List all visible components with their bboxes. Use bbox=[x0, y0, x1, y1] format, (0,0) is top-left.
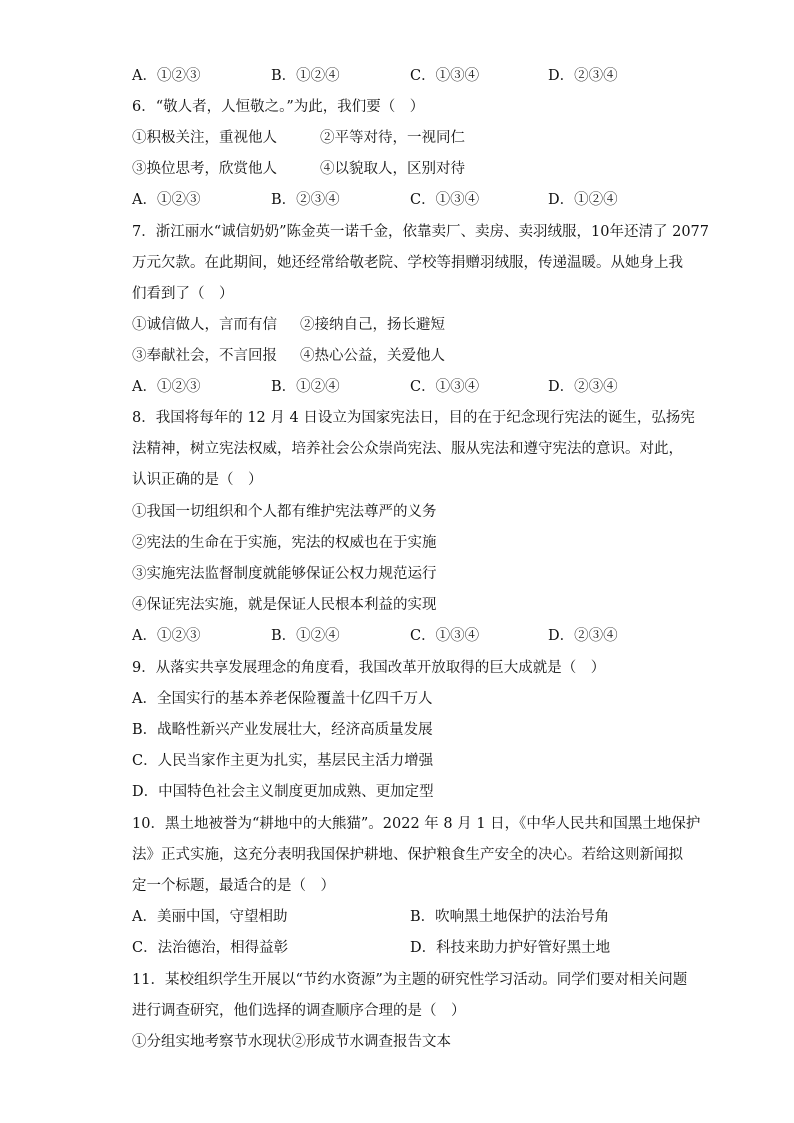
q7-item-3: ③奉献社会，不言回报 bbox=[132, 348, 277, 364]
q10-option-b[interactable]: B．吹响黑土地保护的法治号角 bbox=[410, 909, 610, 925]
q11-stem-line-2: 进行调查研究，他们选择的调查顺序合理的是（ ） bbox=[132, 1003, 466, 1019]
q10-option-a[interactable]: A．美丽中国，守望相助 bbox=[132, 909, 288, 925]
q8-item-2: ②宪法的生命在于实施，宪法的权威也在于实施 bbox=[132, 535, 437, 551]
q8-stem-line-1: 8．我国将每年的 12 月 4 日设立为国家宪法日，目的在于纪念现行宪法的诞生，弘扬宪 bbox=[132, 410, 695, 426]
q7-stem-line-1: 7．浙江丽水“诚信奶奶”陈金英一诺千金，依靠卖厂、卖房、卖羽绒服，10年还清了 2077 bbox=[132, 224, 710, 240]
q6-item-1: ①积极关注，重视他人 bbox=[132, 130, 277, 146]
q6-item-3: ③换位思考，欣赏他人 bbox=[132, 161, 277, 177]
q9-option-b[interactable]: B．战略性新兴产业发展壮大，经济高质量发展 bbox=[132, 722, 433, 738]
q5-option-b[interactable]: B．①②④ bbox=[271, 68, 340, 84]
q7-option-c[interactable]: C．①③④ bbox=[410, 379, 480, 395]
q7-option-b[interactable]: B．①②④ bbox=[271, 379, 340, 395]
q8-option-c[interactable]: C．①③④ bbox=[410, 628, 480, 644]
q7-stem-line-2: 万元欠款。在此期间，她还经常给敬老院、学校等捐赠羽绒服，传递温暖。从她身上我 bbox=[132, 255, 683, 271]
q10-option-d[interactable]: D．科技来助力护好管好黑土地 bbox=[410, 940, 611, 956]
q7-option-a[interactable]: A．①②③ bbox=[132, 379, 201, 395]
q6-option-a[interactable]: A．①②③ bbox=[132, 192, 201, 208]
q10-option-c[interactable]: C．法治德治，相得益彰 bbox=[132, 940, 289, 956]
q9-option-c[interactable]: C．人民当家作主更为扎实，基层民主活力增强 bbox=[132, 753, 434, 769]
q11-items-line: ①分组实地考察节水现状②形成节水调查报告文本 bbox=[132, 1034, 451, 1050]
q11-stem-line-1: 11．某校组织学生开展以“节约水资源”为主题的研究性学习活动。同学们要对相关问题 bbox=[132, 972, 688, 988]
q6-option-d[interactable]: D．①②④ bbox=[548, 192, 618, 208]
q8-option-d[interactable]: D．②③④ bbox=[548, 628, 618, 644]
q7-item-4: ④热心公益，关爱他人 bbox=[300, 348, 445, 364]
q6-item-4: ④以貌取人，区别对待 bbox=[320, 161, 465, 177]
q6-stem: 6．“敬人者，人恒敬之。”为此，我们要（ ） bbox=[132, 99, 425, 115]
q7-item-1: ①诚信做人，言而有信 bbox=[132, 317, 277, 333]
q6-option-b[interactable]: B．②③④ bbox=[271, 192, 340, 208]
q8-option-b[interactable]: B．①②④ bbox=[271, 628, 340, 644]
q5-option-a[interactable]: A．①②③ bbox=[132, 68, 201, 84]
q10-stem-line-3: 定一个标题，最适合的是（ ） bbox=[132, 878, 335, 894]
q7-item-2: ②接纳自己，扬长避短 bbox=[300, 317, 445, 333]
q9-stem: 9．从落实共享发展理念的角度看，我国改革开放取得的巨大成就是（ ） bbox=[132, 660, 606, 676]
q8-option-a[interactable]: A．①②③ bbox=[132, 628, 201, 644]
q7-stem-line-3: 们看到了（ ） bbox=[132, 286, 234, 302]
q5-option-c[interactable]: C．①③④ bbox=[410, 68, 480, 84]
q7-option-d[interactable]: D．②③④ bbox=[548, 379, 618, 395]
q9-option-a[interactable]: A．全国实行的基本养老保险覆盖十亿四千万人 bbox=[132, 691, 433, 707]
q10-stem-line-2: 法》正式实施，这充分表明我国保护耕地、保护粮食生产安全的决心。若给这则新闻拟 bbox=[132, 847, 683, 863]
q8-item-3: ③实施宪法监督制度就能够保证公权力规范运行 bbox=[132, 566, 437, 582]
q5-option-d[interactable]: D．②③④ bbox=[548, 68, 618, 84]
q9-option-d[interactable]: D．中国特色社会主义制度更加成熟、更加定型 bbox=[132, 784, 434, 800]
q8-item-4: ④保证宪法实施，就是保证人民根本利益的实现 bbox=[132, 597, 437, 613]
q6-item-2: ②平等对待，一视同仁 bbox=[320, 130, 465, 146]
q8-stem-line-2: 法精神，树立宪法权威，培养社会公众崇尚宪法、服从宪法和遵守宪法的意识。对此， bbox=[132, 441, 683, 457]
q8-stem-line-3: 认识正确的是（ ） bbox=[132, 472, 263, 488]
q10-stem-line-1: 10．黑土地被誉为“耕地中的大熊猫”。2022 年 8 月 1 日，《中华人民共和国黑土地保护 bbox=[132, 816, 701, 832]
q8-item-1: ①我国一切组织和个人都有维护宪法尊严的义务 bbox=[132, 504, 437, 520]
q6-option-c[interactable]: C．①③④ bbox=[410, 192, 480, 208]
